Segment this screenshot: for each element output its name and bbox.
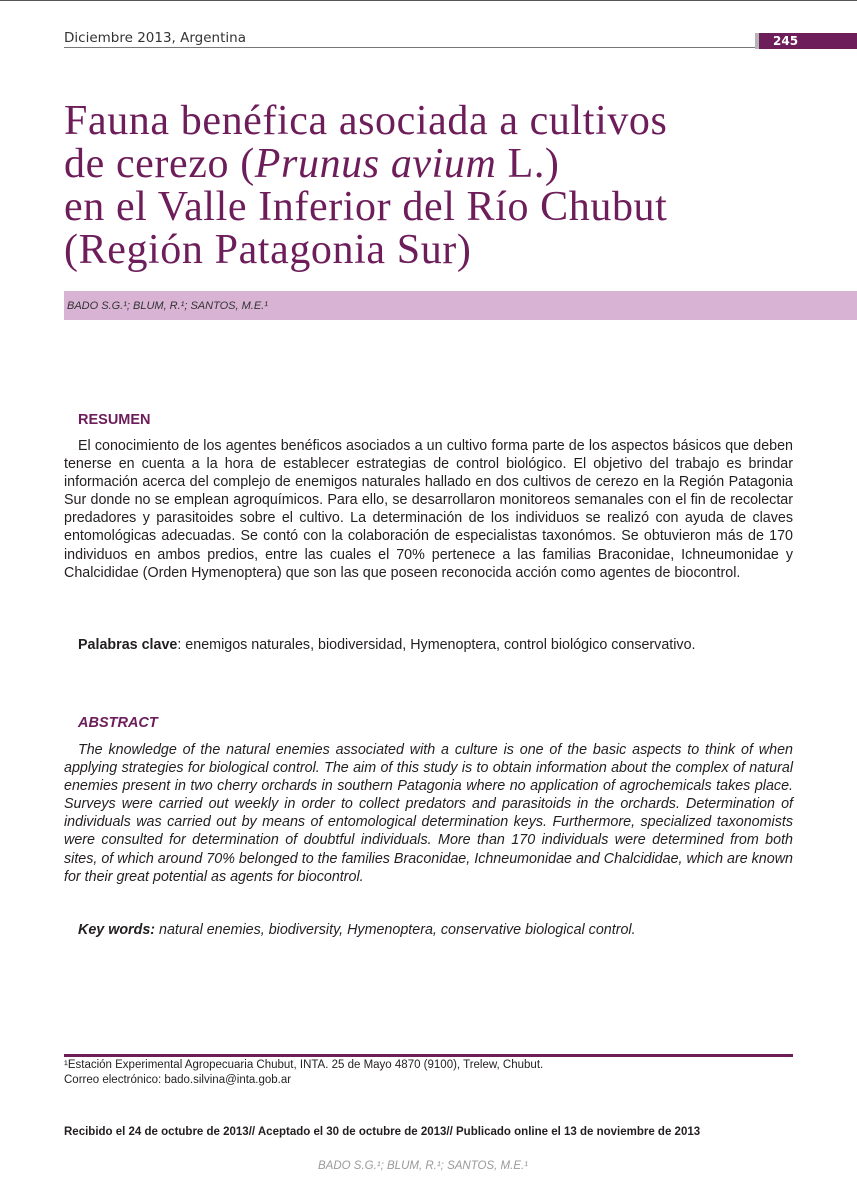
- publication-dates: Recibido el 24 de octubre de 2013// Aceptado el 30 de octubre de 2013// Publicado online el 13 de noviembre de 2013: [64, 1126, 701, 1138]
- title-line-1: Fauna benéfica asociada a cultivos: [64, 98, 668, 144]
- abstract-text: The knowledge of the natural enemies associated with a culture is one of the basic aspects to think of when applying strategies for biological control. The aim of this study is to obtain information about the complex of natural enemies present in two cherry orchards in southern Patagonia where no application of agrochemicals takes place. Surveys were carried out weekly in order to collect predators and parasitoids in the orchards. Determination of individuals was carried out by means of entomological determination keys. Furthermore, specialized taxonomists were consulted for determination of doubtful individuals. More than 170 individuals were determined from both sites, of which around 70% belonged to the families Braconidae, Ichneumonidae and Chalcididae, which are known for their great potential as agents for biocontrol.: [64, 742, 793, 885]
- footnote-email: Correo electrónico: bado.silvina@inta.gob.ar: [64, 1074, 292, 1086]
- article-title: [64, 100, 824, 272]
- title-line-2-pre: de cerezo (: [64, 141, 255, 187]
- top-border-line: [0, 0, 857, 1]
- title-line-2: [64, 143, 824, 186]
- page-number: 245: [759, 33, 857, 49]
- abstract-keywords-text: natural enemies, biodiversity, Hymenoptera, conservative biological control.: [155, 922, 636, 938]
- abstract-keywords-label: Key words:: [78, 922, 156, 938]
- title-line-2-post: L.): [496, 141, 560, 187]
- footer-running-authors: BADO S.G.¹; BLUM, R.¹; SANTOS, M.E.¹: [318, 1160, 529, 1172]
- resumen-text: El conocimiento de los agentes benéficos asociados a un cultivo forma parte de los aspectos básicos que deben tenerse en cuenta a la hora de establecer estrategias de control biológico. El objetivo del trabajo es brindar información acerca del complejo de enemigos naturales hallado en dos cultivos de cerezo en la Región Patagonia Sur donde no se emplean agroquímicos. Para ello, se desarrollaron monitoreos semanales con el fin de recolectar predadores y parasitoides sobre el cultivo. La determinación de los individuos se realizó con ayuda de claves entomológicas adecuadas. Se contó con la colaboración de especialistas taxonómos. Se obtuvieron más de 170 individuos en ambos predios, entre las cuales el 70% pertenece a las familias Braconidae, Ichneumonidae y Chalcididae (Orden Hymenoptera) que son las que poseen reconocida acción como agentes de biocontrol.: [64, 438, 793, 581]
- header-date-location: Diciembre 2013, Argentina: [64, 30, 246, 46]
- authors-list: BADO S.G.¹; BLUM, R.¹; SANTOS, M.E.¹: [67, 300, 268, 312]
- abstract-keywords: [78, 922, 636, 938]
- title-line-3: en el Valle Inferior del Río Chubut: [64, 184, 668, 230]
- abstract-heading: ABSTRACT: [78, 715, 158, 731]
- resumen-keywords-text: : enemigos naturales, biodiversidad, Hymenoptera, control biológico conservativo.: [177, 637, 696, 653]
- resumen-keywords-label: Palabras clave: [78, 637, 178, 653]
- resumen-heading: RESUMEN: [78, 412, 151, 428]
- title-line-4: (Región Patagonia Sur): [64, 227, 472, 273]
- footnote-rule: [64, 1054, 793, 1057]
- resumen-keywords: [78, 637, 696, 653]
- title-species-name: Prunus avium: [254, 141, 497, 187]
- footnote-affiliation: ¹Estación Experimental Agropecuaria Chubut, INTA. 25 de Mayo 4870 (9100), Trelew, Chubut.: [64, 1059, 544, 1071]
- header-rule: [64, 47, 755, 48]
